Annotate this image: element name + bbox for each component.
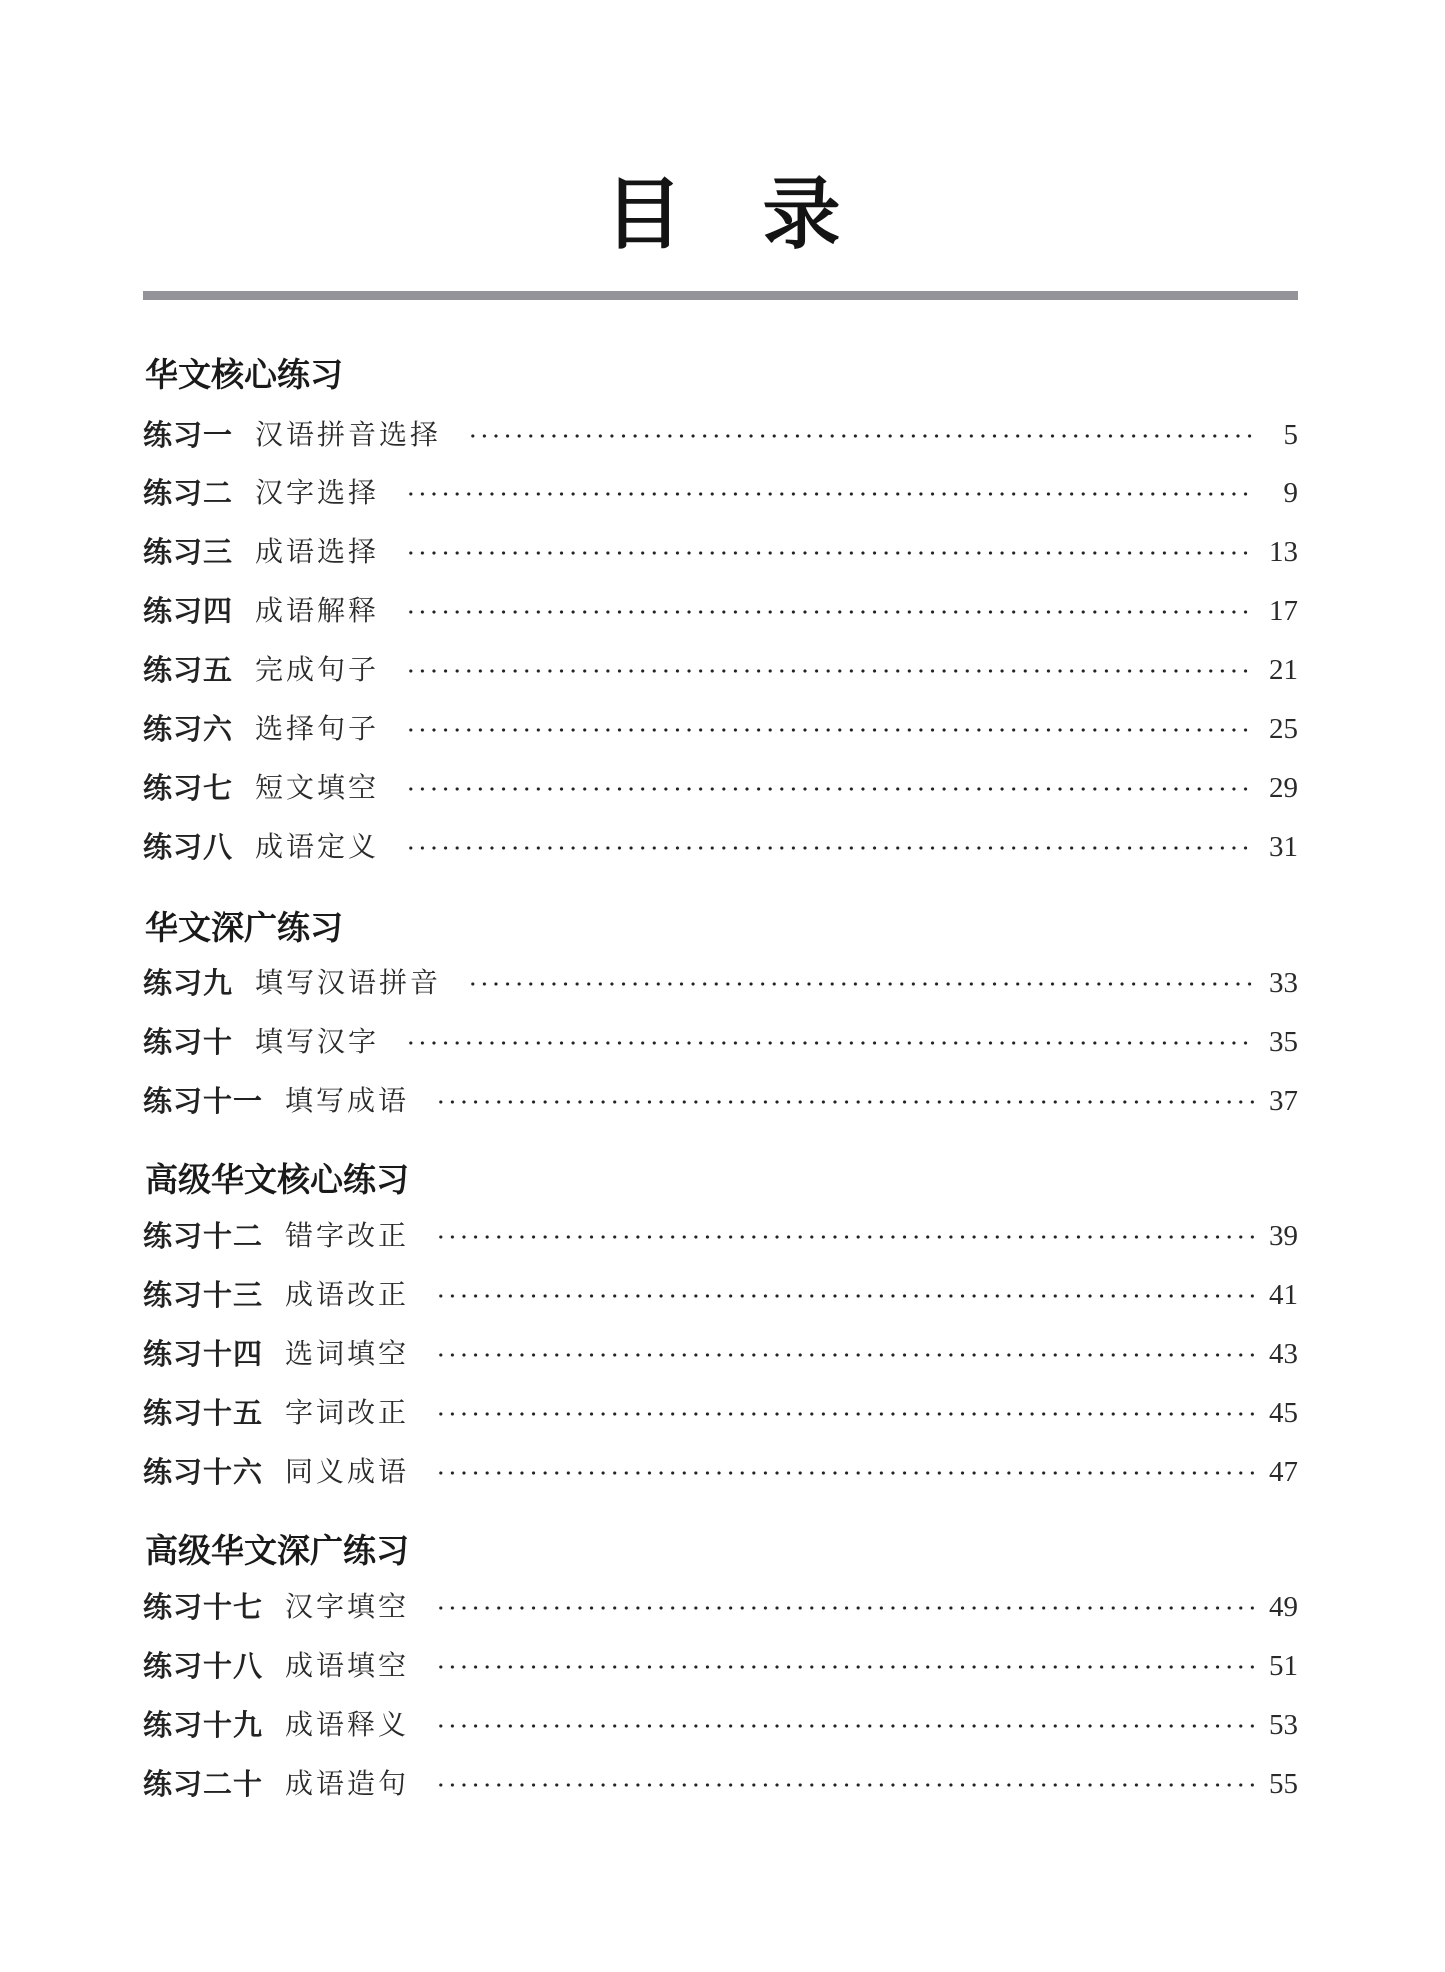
entry-label: 练习十二 <box>143 1219 264 1253</box>
toc-entry[interactable] <box>143 1589 1298 1625</box>
entry-label: 练习十七 <box>143 1590 264 1624</box>
dot-leader <box>435 1454 1254 1490</box>
entry-label: 练习十五 <box>143 1396 264 1430</box>
page-title-char: 目 <box>604 170 683 260</box>
page-number: 21 <box>1269 654 1298 686</box>
entry-label: 练习十四 <box>143 1337 264 1371</box>
toc-entry[interactable] <box>143 1024 1298 1060</box>
entry-label: 练习十九 <box>143 1708 264 1742</box>
dot-leader <box>435 1218 1254 1254</box>
section-heading: 华文深广练习 <box>145 908 343 947</box>
dot-leader <box>435 1277 1254 1313</box>
page-number: 25 <box>1269 713 1298 745</box>
entry-title: 汉字选择 <box>255 476 380 509</box>
toc-entry[interactable] <box>143 965 1298 1001</box>
toc-entry[interactable] <box>143 475 1298 511</box>
toc-entry[interactable] <box>143 711 1298 747</box>
dot-leader <box>467 965 1254 1001</box>
section-heading: 华文核心练习 <box>145 355 343 394</box>
entry-label: 练习三 <box>143 535 234 569</box>
toc-entry[interactable] <box>143 829 1298 865</box>
page-number: 13 <box>1269 536 1298 568</box>
dot-leader <box>405 829 1254 865</box>
dot-leader <box>435 1083 1254 1119</box>
page-number: 35 <box>1269 1026 1298 1058</box>
entry-title: 成语选择 <box>255 535 380 568</box>
page-number: 31 <box>1269 831 1298 863</box>
dot-leader <box>405 711 1254 747</box>
page-number: 29 <box>1269 772 1298 804</box>
dot-leader <box>405 534 1254 570</box>
dot-leader <box>435 1589 1254 1625</box>
entry-label: 练习十六 <box>143 1455 264 1489</box>
section-heading: 高级华文核心练习 <box>145 1160 409 1199</box>
dot-leader <box>405 652 1254 688</box>
entry-title: 短文填空 <box>255 771 380 804</box>
entry-label: 练习四 <box>143 594 234 628</box>
page-number: 39 <box>1269 1220 1298 1252</box>
entry-title: 汉字填空 <box>285 1590 410 1623</box>
dot-leader <box>435 1336 1254 1372</box>
toc-entry[interactable] <box>143 1766 1298 1802</box>
entry-label: 练习十 <box>143 1025 234 1059</box>
page-number: 51 <box>1269 1650 1298 1682</box>
entry-label: 练习二十 <box>143 1767 264 1801</box>
entry-title: 汉语拼音选择 <box>255 418 442 451</box>
page-number: 5 <box>1283 419 1298 451</box>
entry-title: 填写汉字 <box>255 1025 380 1058</box>
entry-title: 成语定义 <box>255 830 380 863</box>
page-number: 33 <box>1269 967 1298 999</box>
entry-label: 练习六 <box>143 712 234 746</box>
page-number: 43 <box>1269 1338 1298 1370</box>
dot-leader <box>405 475 1254 511</box>
entry-label: 练习九 <box>143 966 234 1000</box>
entry-title: 填写成语 <box>285 1084 410 1117</box>
page-number: 55 <box>1269 1768 1298 1800</box>
entry-title: 选择句子 <box>255 712 380 745</box>
entry-title: 错字改正 <box>285 1219 410 1252</box>
entry-title: 选词填空 <box>285 1337 410 1370</box>
toc-entry[interactable] <box>143 1277 1298 1313</box>
page-number: 41 <box>1269 1279 1298 1311</box>
entry-title: 字词改正 <box>285 1396 410 1429</box>
page-number: 49 <box>1269 1591 1298 1623</box>
entry-title: 成语释义 <box>285 1708 410 1741</box>
dot-leader <box>405 593 1254 629</box>
toc-entry[interactable] <box>143 1083 1298 1119</box>
dot-leader <box>435 1707 1254 1743</box>
entry-title: 成语改正 <box>285 1278 410 1311</box>
page-number: 45 <box>1269 1397 1298 1429</box>
dot-leader <box>435 1395 1254 1431</box>
page-number: 47 <box>1269 1456 1298 1488</box>
entry-label: 练习五 <box>143 653 234 687</box>
page-title-char: 录 <box>762 170 841 260</box>
toc-entry[interactable] <box>143 1336 1298 1372</box>
entry-title: 成语造句 <box>285 1767 410 1800</box>
toc-entry[interactable] <box>143 652 1298 688</box>
toc-entry[interactable] <box>143 770 1298 806</box>
toc-entry[interactable] <box>143 1648 1298 1684</box>
page-number: 17 <box>1269 595 1298 627</box>
entry-title: 填写汉语拼音 <box>255 966 442 999</box>
toc-entry[interactable] <box>143 1707 1298 1743</box>
entry-title: 同义成语 <box>285 1455 410 1488</box>
entry-label: 练习八 <box>143 830 234 864</box>
entry-label: 练习十一 <box>143 1084 264 1118</box>
section-heading: 高级华文深广练习 <box>145 1531 409 1570</box>
dot-leader <box>435 1766 1254 1802</box>
dot-leader <box>405 1024 1254 1060</box>
toc-entry[interactable] <box>143 1218 1298 1254</box>
entry-label: 练习一 <box>143 418 234 452</box>
page-number: 53 <box>1269 1709 1298 1741</box>
entry-title: 成语填空 <box>285 1649 410 1682</box>
page-number: 9 <box>1283 477 1298 509</box>
toc-entry[interactable] <box>143 593 1298 629</box>
toc-entry[interactable] <box>143 534 1298 570</box>
dot-leader <box>405 770 1254 806</box>
entry-label: 练习十三 <box>143 1278 264 1312</box>
toc-entry[interactable] <box>143 1395 1298 1431</box>
entry-title: 成语解释 <box>255 594 380 627</box>
entry-label: 练习七 <box>143 771 234 805</box>
entry-label: 练习十八 <box>143 1649 264 1683</box>
toc-entry[interactable] <box>143 417 1298 453</box>
page-number: 37 <box>1269 1085 1298 1117</box>
dot-leader <box>467 417 1254 453</box>
entry-title: 完成句子 <box>255 653 380 686</box>
toc-entry[interactable] <box>143 1454 1298 1490</box>
entry-label: 练习二 <box>143 476 234 510</box>
dot-leader <box>435 1648 1254 1684</box>
